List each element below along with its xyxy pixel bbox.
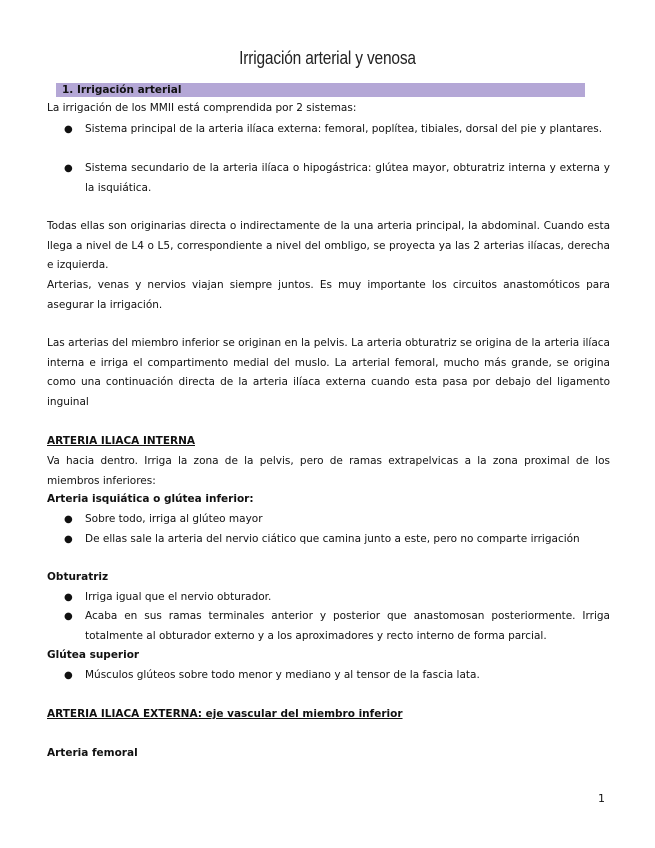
list-item: Sobre todo, irriga al glúteo mayor [85, 513, 263, 525]
page-number: 1 [598, 792, 605, 805]
subheading-glutea-superior: Glútea superior [47, 649, 140, 661]
heading-iliaca-interna: ARTERIA ILIACA INTERNA [47, 435, 195, 447]
intro-paragraph: La irrigación de los MMII está comprendida por 2 sistemas: [47, 102, 357, 114]
bullet-icon: ● [64, 670, 73, 681]
list-item: Irriga igual que el nervio obturador. [85, 591, 272, 603]
bullet-icon: ● [64, 124, 73, 135]
heading-iliaca-externa: ARTERIA ILIACA EXTERNA: eje vascular del miembro inferior [47, 708, 403, 720]
list-item: Acaba en sus ramas terminales anterior y posterior que anastomosan posteriormente. Irriga totalmente al obturador externo y a los aproximadores y recto interno de forma parcial. [85, 610, 610, 642]
paragraph: Va hacia dentro. Irriga la zona de la pelvis, pero de ramas extrapelvicas a la zona proximal de los miembros inferiores: [47, 455, 610, 487]
list-item: De ellas sale la arteria del nervio ciático que camina junto a este, pero no comparte irrigación [85, 533, 580, 545]
bullet-icon: ● [64, 514, 73, 525]
document-title: Irrigación arterial y venosa [239, 48, 416, 68]
subheading-obturatriz: Obturatriz [47, 571, 109, 583]
bullet-icon: ● [64, 534, 73, 545]
subheading-isquiatica: Arteria isquiática o glútea inferior: [47, 493, 254, 505]
paragraph: Todas ellas son originarias directa o indirectamente de la una arteria principal, la abdominal. Cuando esta llega a nivel de L4 o L5, correspondiente a nivel del ombligo, se proyecta ya las 2 arterias ilíacas, derecha e izquierda. [47, 220, 610, 271]
paragraph: Las arterias del miembro inferior se originan en la pelvis. La arteria obturatriz se origina de la arteria ilíaca interna e irriga el compartimento medial del muslo. La arterial femoral, mucho más grande, se origina como una continuación directa de la arteria ilíaca externa cuando esta pasa por debajo del ligamento inguinal [47, 337, 610, 408]
paragraph: Arterias, venas y nervios viajan siempre juntos. Es muy importante los circuitos anastomóticos para asegurar la irrigación. [47, 279, 610, 311]
bullet-icon: ● [64, 163, 73, 174]
bullet-icon: ● [64, 592, 73, 603]
section-heading-irrigacion-arterial: 1. Irrigación arterial [62, 84, 182, 96]
list-item: Sistema secundario de la arteria ilíaca o hipogástrica: glútea mayor, obturatriz interna y externa y la isquiática. [85, 162, 610, 194]
list-item: Sistema principal de la arteria ilíaca externa: femoral, poplítea, tibiales, dorsal del pie y plantares. [85, 123, 603, 135]
list-item: Músculos glúteos sobre todo menor y mediano y al tensor de la fascia lata. [85, 669, 480, 681]
subheading-arteria-femoral: Arteria femoral [47, 747, 138, 759]
bullet-icon: ● [64, 611, 73, 622]
